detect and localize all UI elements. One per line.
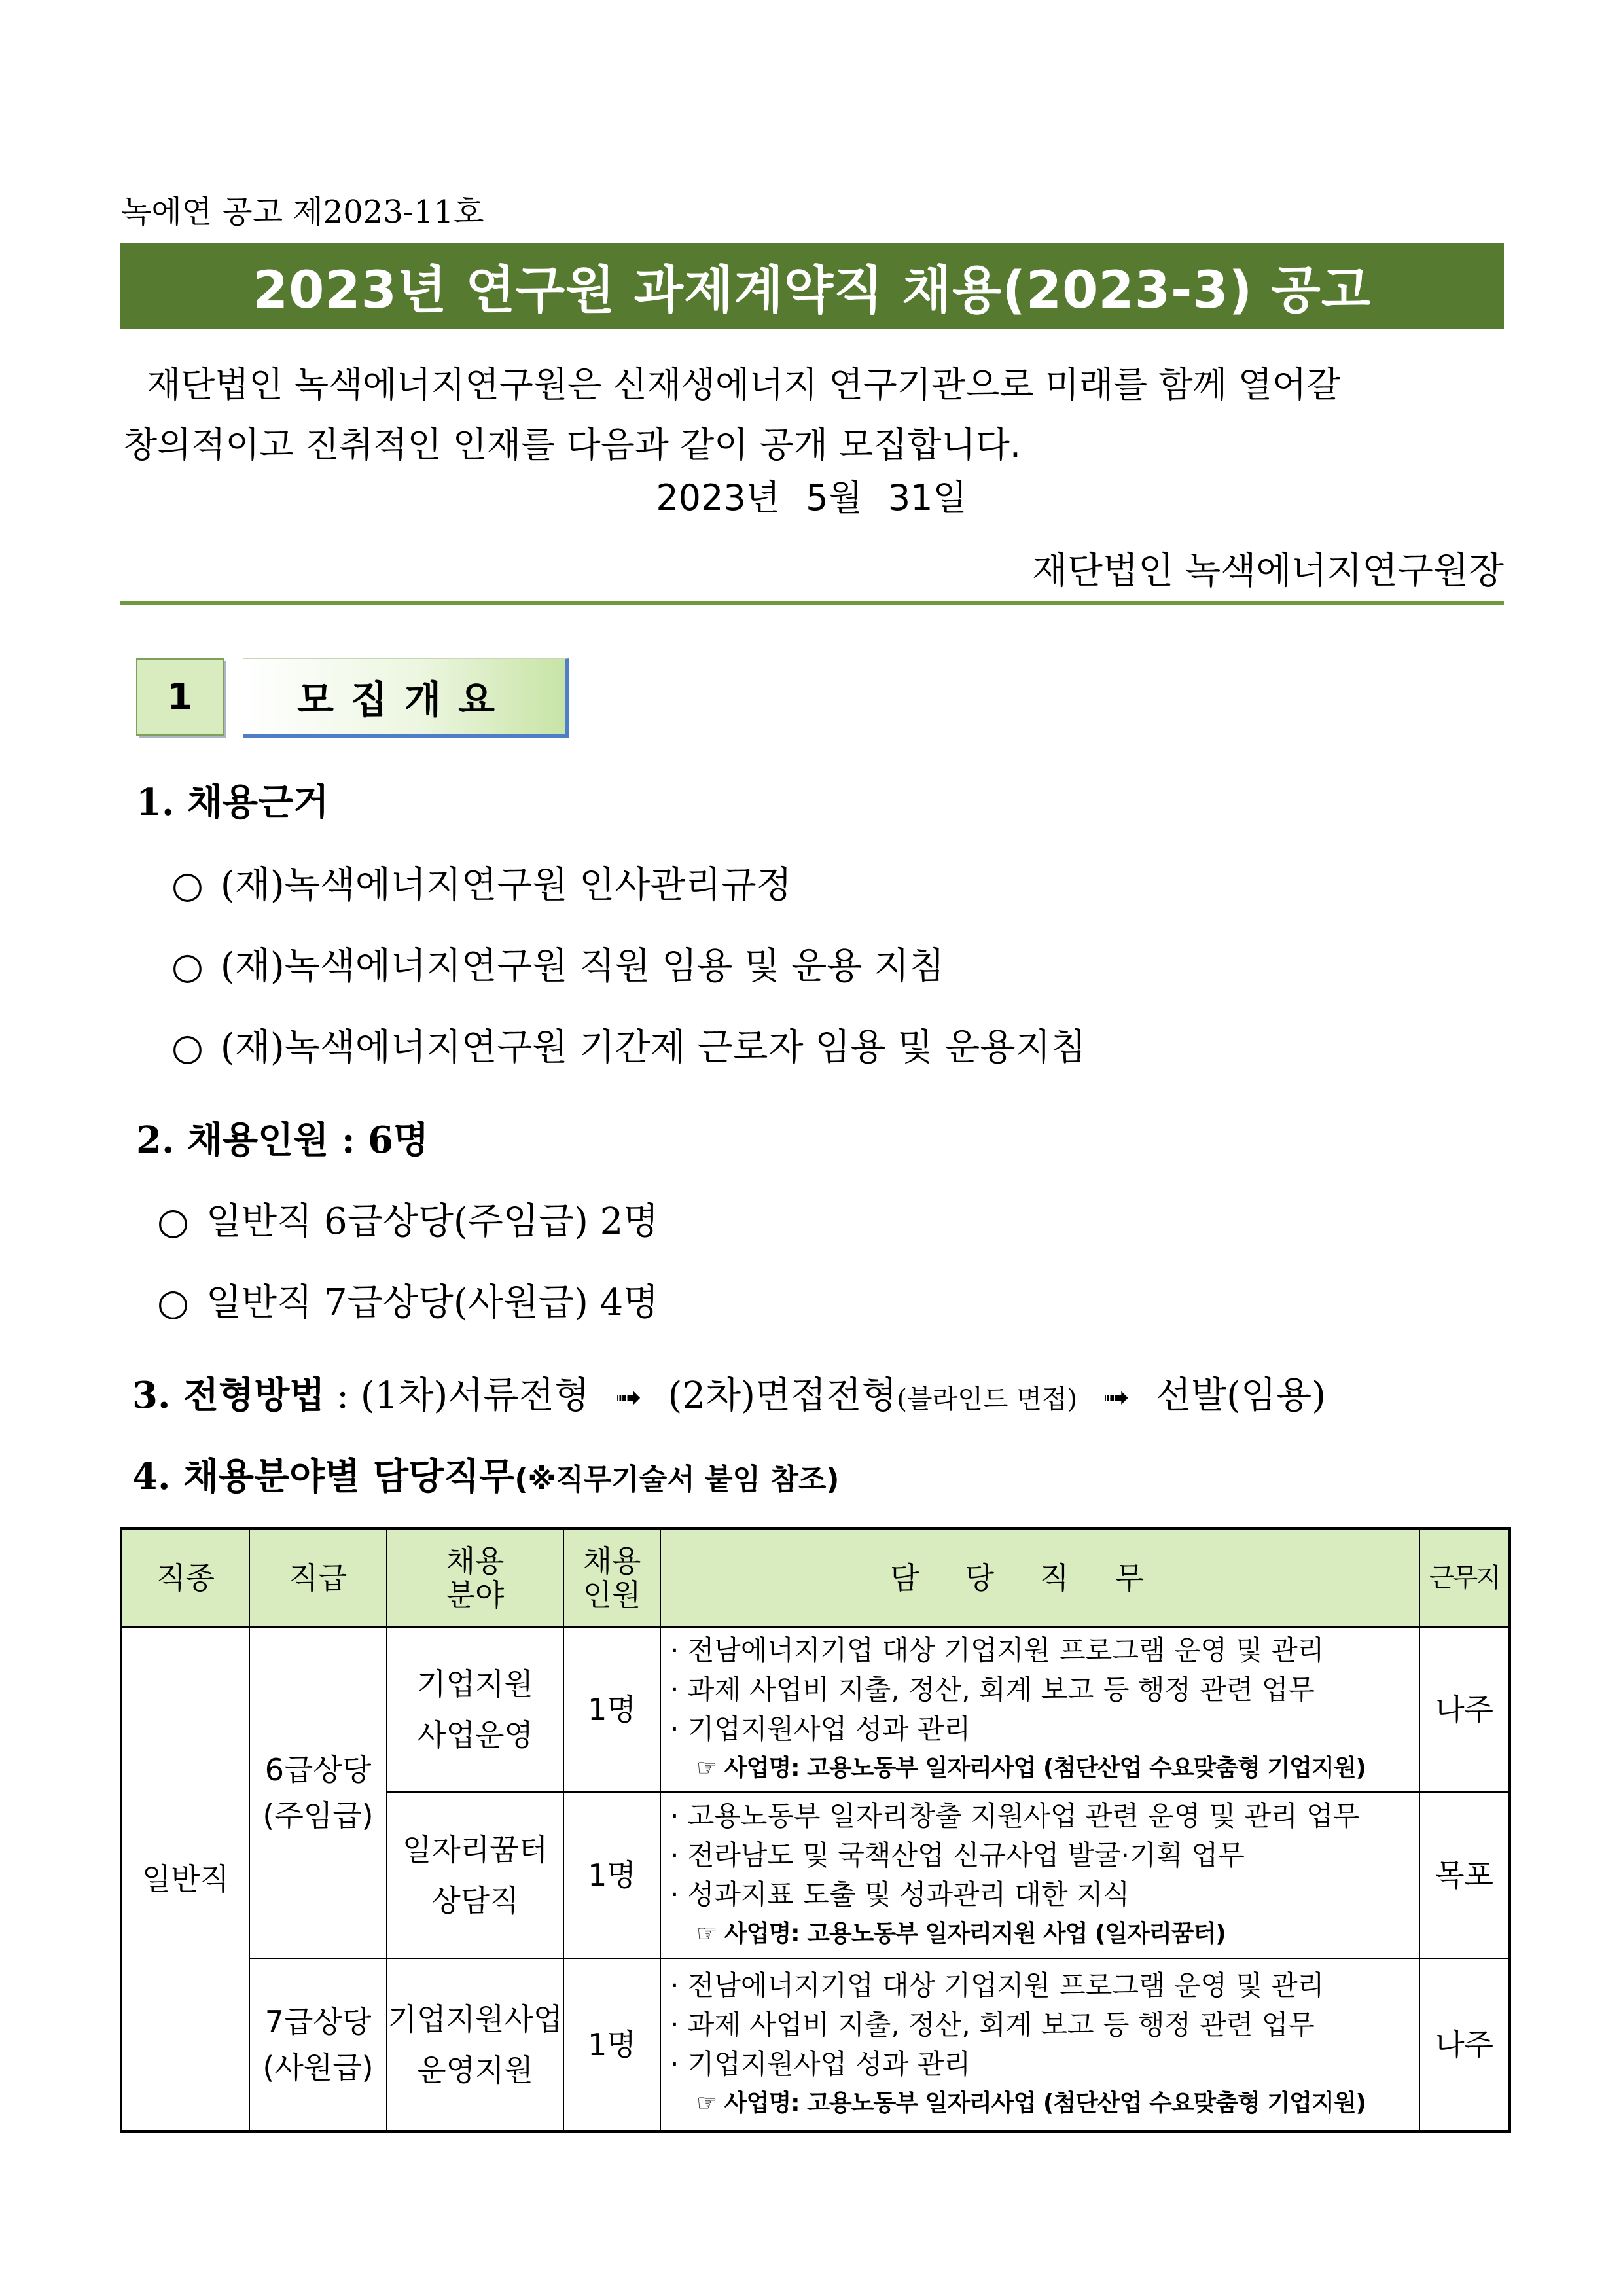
location-cell: 나주 xyxy=(1419,1958,1510,2132)
page-title: 2023년 연구원 과제계약직 채용(2023-3) 공고 xyxy=(252,261,1372,320)
divider-line xyxy=(120,601,1504,605)
table-header-row xyxy=(121,1528,1510,1627)
intro-line-2: 창의적이고 진취적인 인재를 다음과 같이 공개 모집합니다. xyxy=(123,424,1022,465)
method-step-1: (1차)서류전형 xyxy=(360,1374,590,1417)
duty-cell xyxy=(660,1792,1419,1958)
table-row xyxy=(121,1958,1510,2132)
intro-paragraph xyxy=(123,355,1503,475)
basis-heading: 1. 채용근거 xyxy=(136,781,329,824)
location-cell: 나주 xyxy=(1419,1627,1510,1792)
table-row xyxy=(121,1627,1510,1792)
count-cell: 1명 xyxy=(563,1627,660,1792)
duties-heading: 4. 채용분야별 담당직무(※직무기술서 붙임 참조) xyxy=(132,1455,840,1498)
bullet-circle-icon: ○ xyxy=(171,945,204,988)
duty-item: · 과제 사업비 지출, 정산, 회계 보고 등 행정 관련 업무 xyxy=(670,1674,1315,1706)
header-cell: 담당직무 xyxy=(660,1528,1419,1627)
bullet-circle-icon: ○ xyxy=(171,1026,204,1069)
duty-item: · 과제 사업비 지출, 정산, 회계 보고 등 행정 관련 업무 xyxy=(670,2009,1315,2041)
count-cell: 1명 xyxy=(563,1958,660,2132)
rank-cell: 7급상당 (사원급) xyxy=(249,1958,387,2132)
notice-number: 녹에연 공고 제2023-11호 xyxy=(121,194,484,230)
section-number-box xyxy=(136,658,224,736)
duty-item: · 고용노동부 일자리창출 지원사업 관련 운영 및 관리 업무 xyxy=(670,1800,1360,1832)
count-cell: 1명 xyxy=(563,1792,660,1958)
method-separator: : xyxy=(336,1374,349,1417)
job-table xyxy=(120,1527,1511,2133)
header-cell: 직급 xyxy=(249,1528,387,1627)
project-name: ☞ 사업명: 고용노동부 일자리사업 (첨단산업 수요맞춤형 기업지원) xyxy=(696,1755,1366,1782)
duty-item: · 전남에너지기업 대상 기업지원 프로그램 운영 및 관리 xyxy=(670,1634,1325,1666)
bullet-circle-icon: ○ xyxy=(171,864,204,906)
basis-item: ○ (재)녹색에너지연구원 기간제 근로자 임용 및 운용지침 xyxy=(171,1026,1086,1069)
duty-item: · 전라남도 및 국책산업 신규사업 발굴·기획 업무 xyxy=(670,1839,1245,1871)
issuer-name: 재단법인 녹색에너지연구원장 xyxy=(1031,550,1504,592)
staffing-item: ○ 일반직 7급상당(사원급) 4명 xyxy=(157,1282,659,1324)
bullet-circle-icon: ○ xyxy=(157,1282,189,1324)
intro-line-1: 재단법인 녹색에너지연구원은 신재생에너지 연구기관으로 미래를 함께 열어갈 xyxy=(147,364,1341,405)
section-title: 모집개요 xyxy=(296,677,512,722)
basis-item: ○ (재)녹색에너지연구원 인사관리규정 xyxy=(171,864,792,906)
header-cell: 채용 인원 xyxy=(563,1528,660,1627)
bullet-circle-icon: ○ xyxy=(157,1200,189,1243)
header-cell: 채용 분야 xyxy=(387,1528,563,1627)
method-line xyxy=(132,1367,1326,1419)
duty-item: · 기업지원사업 성과 관리 xyxy=(670,1713,971,1745)
field-cell: 기업지원 사업운영 xyxy=(387,1627,563,1792)
section-number: 1 xyxy=(167,675,193,719)
basis-item: ○ (재)녹색에너지연구원 직원 임용 및 운용 지침 xyxy=(171,945,945,988)
header-cell: 근무지 xyxy=(1419,1528,1510,1627)
duty-item: · 기업지원사업 성과 관리 xyxy=(670,2048,971,2080)
section-title-box xyxy=(243,658,569,738)
location-cell: 목포 xyxy=(1419,1792,1510,1958)
header-cell: 직종 xyxy=(121,1528,249,1627)
duty-cell xyxy=(660,1627,1419,1792)
method-step-2-note: (블라인드 면접) xyxy=(897,1384,1078,1414)
rank-cell: 6급상당 (주임급) xyxy=(249,1627,387,1958)
arrow-right-icon: ➟ xyxy=(615,1379,642,1416)
method-step-3: 선발(임용) xyxy=(1155,1374,1327,1417)
category-cell: 일반직 xyxy=(121,1627,249,2132)
project-name: ☞ 사업명: 고용노동부 일자리지원 사업 (일자리꿈터) xyxy=(696,1920,1226,1947)
staffing-heading: 2. 채용인원 : 6명 xyxy=(136,1119,429,1162)
project-name: ☞ 사업명: 고용노동부 일자리사업 (첨단산업 수요맞춤형 기업지원) xyxy=(696,2090,1366,2117)
field-cell: 기업지원사업 운영지원 xyxy=(387,1958,563,2132)
staffing-item: ○ 일반직 6급상당(주임급) 2명 xyxy=(157,1200,659,1243)
duty-item: · 전남에너지기업 대상 기업지원 프로그램 운영 및 관리 xyxy=(670,1969,1325,2001)
arrow-right-icon: ➟ xyxy=(1103,1379,1130,1416)
duty-cell xyxy=(660,1958,1419,2132)
field-cell: 일자리꿈터 상담직 xyxy=(387,1792,563,1958)
method-step-2: (2차)면접전형 xyxy=(668,1374,897,1417)
method-label: 3. 전형방법 xyxy=(132,1374,325,1417)
title-banner xyxy=(120,243,1504,329)
duty-item: · 성과지표 도출 및 성과관리 대한 지식 xyxy=(670,1878,1130,1910)
notice-date: 2023년 5월 31일 xyxy=(656,477,967,518)
duties-heading-note: (※직무기술서 붙임 참조) xyxy=(514,1463,840,1496)
